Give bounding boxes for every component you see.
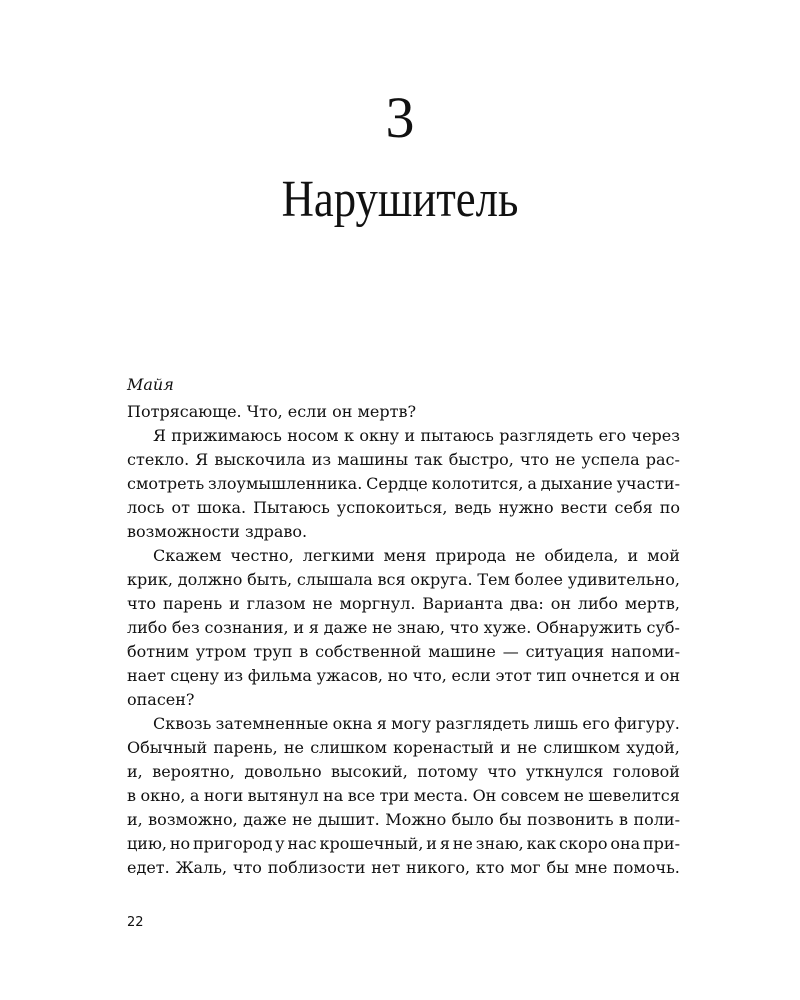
word: моргнул. — [339, 594, 416, 613]
word: мертв, — [624, 594, 680, 613]
word: окно, — [140, 786, 186, 805]
word: его — [598, 426, 627, 445]
word: вероятно, — [152, 762, 235, 781]
word: Сердце — [366, 474, 428, 493]
word: совсем — [500, 786, 560, 805]
word: позвонить — [527, 810, 614, 829]
word: даже — [243, 810, 287, 829]
word: могу — [391, 714, 432, 733]
word: нас — [287, 834, 317, 853]
word: Я — [153, 426, 166, 445]
word: места. — [413, 786, 469, 805]
word: крик, — [127, 570, 173, 589]
word: сознания, — [204, 618, 289, 637]
word: и — [229, 594, 240, 613]
narrator-name: Майя — [127, 375, 174, 394]
text-line — [127, 496, 680, 520]
word: два: — [510, 594, 544, 613]
word: сцену — [170, 666, 220, 685]
word: Обычный — [127, 738, 208, 757]
word: у — [275, 834, 285, 853]
word: злоумышленника. — [208, 474, 363, 493]
word: — — [502, 642, 519, 661]
word: обидела, — [544, 546, 619, 565]
text-line — [127, 712, 680, 736]
word: бы — [546, 858, 569, 877]
word: он — [659, 666, 680, 685]
text-line — [127, 832, 680, 856]
text-line — [127, 568, 680, 592]
word: глазом — [246, 594, 306, 613]
word: либо — [577, 594, 618, 613]
text-line — [127, 784, 680, 808]
word: собственной — [315, 642, 422, 661]
word: вытянул — [247, 786, 319, 805]
word: не — [555, 450, 576, 469]
word: разглядеть — [499, 426, 594, 445]
word: этот — [495, 666, 532, 685]
word: шевелится — [588, 786, 680, 805]
word: Тем — [477, 570, 510, 589]
word: должно — [177, 570, 243, 589]
word: было — [451, 810, 494, 829]
word: что — [519, 450, 550, 469]
word: как — [526, 834, 557, 853]
word: напоми- — [610, 642, 680, 661]
text-line — [127, 472, 680, 496]
word: так — [414, 450, 443, 469]
word: фильма — [247, 666, 312, 685]
word: я — [439, 834, 450, 853]
word: Он — [472, 786, 497, 805]
word: окну — [359, 426, 400, 445]
word: стекло. — [127, 450, 190, 469]
word: поблизости — [267, 858, 366, 877]
word: из — [223, 666, 244, 685]
word: очнется — [571, 666, 640, 685]
word: носом — [287, 426, 339, 445]
text-line — [127, 640, 680, 664]
word: в — [299, 642, 309, 661]
word: а — [527, 474, 537, 493]
word: знаю, — [475, 834, 524, 853]
word: мой — [647, 546, 680, 565]
word: ужасов, — [316, 666, 383, 685]
word: и, — [127, 810, 143, 829]
word: ноги — [203, 786, 244, 805]
word: она — [610, 834, 641, 853]
word: и — [426, 834, 437, 853]
text-line — [127, 592, 680, 616]
word: никого, — [406, 858, 471, 877]
word: меня — [383, 546, 427, 565]
word: Скажем — [153, 546, 222, 565]
word: пытаюсь — [420, 426, 494, 445]
word: не — [515, 546, 536, 565]
word: и — [627, 546, 639, 565]
word: слишком — [310, 738, 387, 757]
word: в — [619, 810, 629, 829]
word: ведь — [454, 498, 492, 517]
word: из — [311, 450, 332, 469]
word: три — [379, 786, 410, 805]
text-line: опасен? — [127, 690, 195, 709]
word: окна — [332, 714, 373, 733]
word: высокий, — [331, 762, 408, 781]
word: потому — [417, 762, 478, 781]
word: не — [516, 738, 538, 757]
word: не — [372, 618, 393, 637]
word: Обнаружить — [536, 618, 642, 637]
word: прижимаюсь — [171, 426, 282, 445]
word: и — [293, 618, 305, 637]
word: я — [308, 618, 319, 637]
word: если — [451, 666, 491, 685]
text-line — [127, 616, 680, 640]
text-line — [127, 760, 680, 784]
word: Пытаюсь — [253, 498, 330, 517]
word: Варианта — [422, 594, 504, 613]
word: либо — [127, 618, 168, 637]
word: машине — [428, 642, 496, 661]
word: к — [343, 426, 354, 445]
text-line — [127, 808, 680, 832]
word: успокоиться, — [336, 498, 448, 517]
word: возможно, — [148, 810, 238, 829]
word: по — [659, 498, 680, 517]
word: что — [232, 858, 262, 877]
word: при- — [643, 834, 680, 853]
word: быстро, — [448, 450, 514, 469]
word: успела — [581, 450, 640, 469]
word: не — [312, 594, 333, 613]
word: Я — [195, 450, 209, 469]
word: даже — [323, 618, 368, 637]
word: природа — [435, 546, 507, 565]
word: без — [171, 618, 200, 637]
word: головой — [612, 762, 680, 781]
word: рас- — [645, 450, 680, 469]
word: вести — [560, 498, 608, 517]
body-text — [127, 400, 680, 880]
word: шока. — [196, 498, 247, 517]
word: дышит. — [317, 810, 380, 829]
word: и — [644, 666, 655, 685]
word: более — [514, 570, 564, 589]
text-line — [127, 544, 680, 568]
word: выскочила — [214, 450, 306, 469]
word: нужно — [498, 498, 554, 517]
word: фигуру. — [614, 714, 680, 733]
word: поли- — [633, 810, 680, 829]
word: хуже. — [483, 618, 532, 637]
word: пригород — [192, 834, 273, 853]
word: от — [171, 498, 190, 517]
word: ботним — [127, 642, 189, 661]
text-line — [127, 664, 680, 688]
word: все — [347, 786, 376, 805]
word: разглядеть — [435, 714, 530, 733]
word: себя — [614, 498, 653, 517]
word: довольно — [244, 762, 322, 781]
word: удивительно, — [567, 570, 680, 589]
word: тип — [536, 666, 567, 685]
word: суб- — [646, 618, 680, 637]
word: вся — [377, 570, 406, 589]
word: лишь — [533, 714, 579, 733]
word: Сквозь — [153, 714, 212, 733]
text-line: Потрясающе. Что, если он мертв? — [127, 402, 417, 421]
word: мне — [574, 858, 608, 877]
word: цию, — [127, 834, 167, 853]
word: честно, — [230, 546, 294, 565]
chapter-number: 3 — [385, 85, 415, 150]
word: колотится, — [431, 474, 524, 493]
word: Можно — [385, 810, 447, 829]
word: что — [127, 594, 157, 613]
word: легкими — [302, 546, 375, 565]
word: парень, — [213, 738, 278, 757]
text-line — [127, 424, 680, 448]
word: затемненные — [215, 714, 329, 733]
word: ситуация — [525, 642, 605, 661]
word: на — [323, 786, 344, 805]
text-line — [127, 448, 680, 472]
word: но — [169, 834, 191, 853]
word: через — [631, 426, 680, 445]
word: нет — [371, 858, 401, 877]
word: что, — [412, 666, 447, 685]
word: скоро — [558, 834, 608, 853]
word: труп — [253, 642, 293, 661]
word: его — [582, 714, 610, 733]
word: не — [283, 738, 305, 757]
word: и — [500, 738, 511, 757]
word: и, — [127, 762, 143, 781]
word: и — [404, 426, 416, 445]
word: парень — [162, 594, 223, 613]
word: смотреть — [127, 474, 205, 493]
word: едет. — [127, 858, 170, 877]
word: не — [563, 786, 584, 805]
word: он — [550, 594, 571, 613]
word: слишком — [543, 738, 621, 757]
word: коренастый — [393, 738, 494, 757]
word: утром — [195, 642, 247, 661]
word: слышала — [296, 570, 373, 589]
word: бы — [499, 810, 522, 829]
word: быть, — [247, 570, 293, 589]
word: что — [487, 762, 517, 781]
word: нает — [127, 666, 166, 685]
word: крошечный, — [319, 834, 424, 853]
word: участи- — [616, 474, 680, 493]
word: но — [387, 666, 408, 685]
word: что — [449, 618, 479, 637]
word: в — [127, 786, 137, 805]
word: округа. — [410, 570, 473, 589]
text-line: возможности здраво. — [127, 522, 308, 541]
word: машины — [337, 450, 409, 469]
word: знаю, — [397, 618, 445, 637]
word: дыхание — [540, 474, 613, 493]
word: лось — [127, 498, 165, 517]
word: мог — [510, 858, 541, 877]
word: помочь. — [613, 858, 680, 877]
word: я — [376, 714, 387, 733]
word: Жаль, — [175, 858, 228, 877]
word: кто — [475, 858, 505, 877]
word: худой, — [626, 738, 680, 757]
word: не — [452, 834, 473, 853]
page-number: 22 — [127, 915, 144, 930]
word: уткнулся — [525, 762, 604, 781]
chapter-title: Нарушитель — [281, 171, 519, 228]
word: а — [189, 786, 200, 805]
text-line — [127, 856, 680, 880]
word: не — [292, 810, 313, 829]
text-line — [127, 736, 680, 760]
